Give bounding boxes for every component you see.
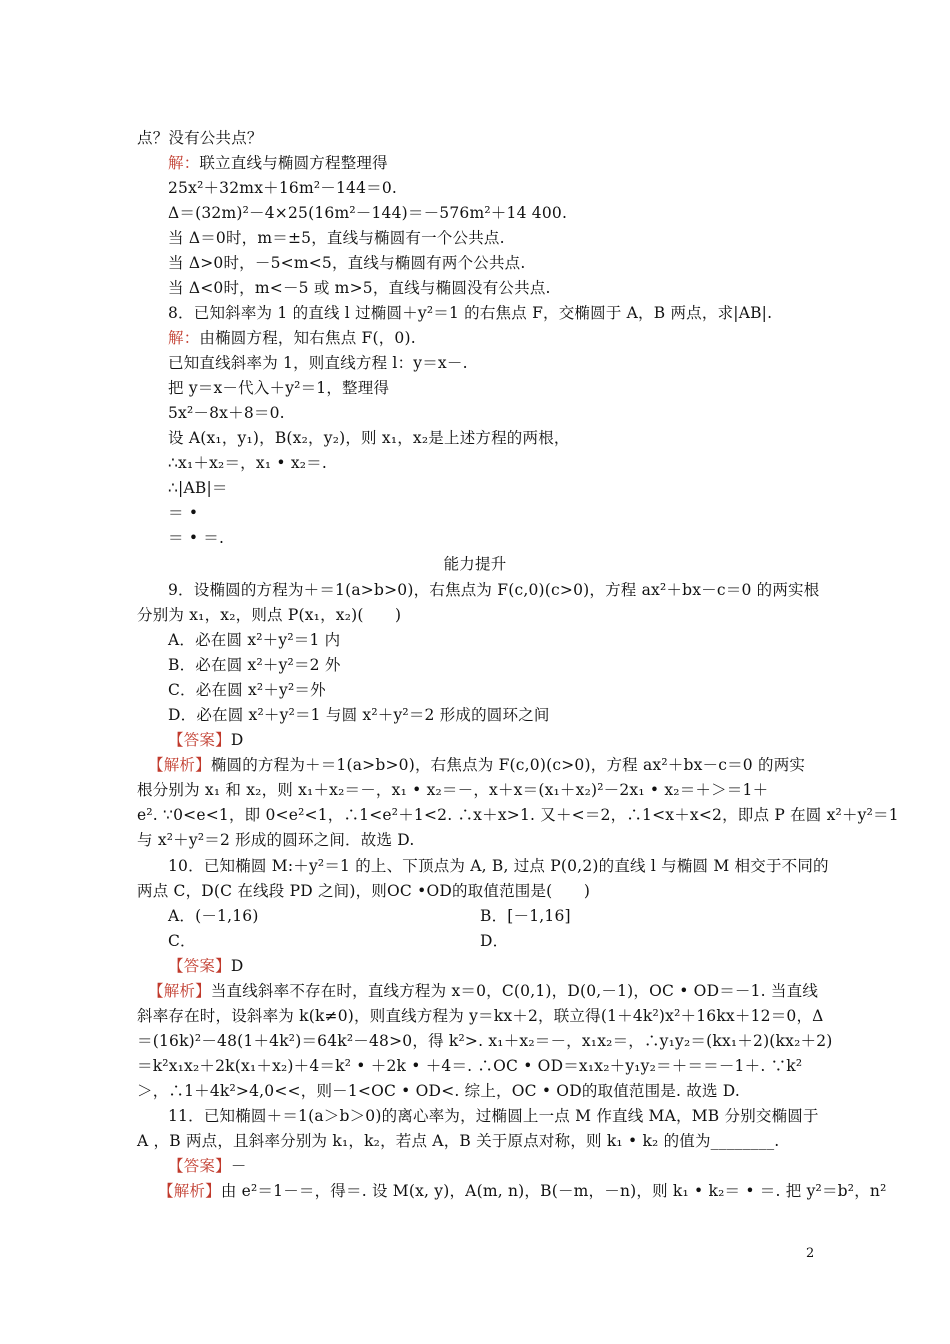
analysis-line: 【解析】当直线斜率不存在时，直线方程为 x＝0，C(0,1)，D(0,－1)，OC • OD＝－1. 当直线: [148, 982, 819, 1000]
text-line: ＝ • ＝.: [168, 529, 225, 547]
analysis-line: 【解析】椭圆的方程为＋＝1(a>b>0)，右焦点为 F(c,0)(c>0)，方程 ax²＋bx－c＝0 的两实: [148, 756, 806, 774]
text-line: 设 A(x₁，y₁)，B(x₂，y₂)，则 x₁，x₂是上述方程的两根，: [168, 429, 570, 447]
text-line: 根分别为 x₁ 和 x₂，则 x₁＋x₂＝－，x₁ • x₂＝－，x＋x＝(x₁＋x₂)²－2x₁ • x₂＝＋＞＝1＋: [137, 781, 769, 799]
option-d: D．: [480, 932, 509, 950]
text-line: 当 Δ>0时，－5<m<5，直线与椭圆有两个公共点.: [168, 254, 526, 272]
analysis-label: 【解析】: [148, 982, 211, 1000]
page-number: 2: [806, 1246, 815, 1261]
text-line: ＞，∴1＋4k²>4,0<<，则－1<OC • OD<. 综上，OC • OD的取值范围是. 故选 D.: [137, 1082, 741, 1100]
text-line: A ，B 两点，且斜率分别为 k₁，k₂，若点 A，B 关于原点对称，则 k₁ • k₂ 的值为________.: [137, 1132, 780, 1150]
text-line: 点？没有公共点？: [137, 129, 263, 147]
solution-label: 解：: [168, 329, 200, 347]
answer-label: 【答案】: [168, 1157, 231, 1175]
text-line: 已知直线斜率为 1，则直线方程 l：y＝x－.: [168, 354, 468, 372]
question-11: 11．已知椭圆＋＝1(a＞b＞0)的离心率为，过椭圆上一点 M 作直线 MA，MB 分别交椭圆于: [168, 1107, 819, 1125]
question-10: 10．已知椭圆 M:＋y²＝1 的上、下顶点为 A, B, 过点 P(0,2)的直线 l 与椭圆 M 相交于不同的: [168, 857, 829, 875]
text-line: 把 y＝x－代入＋y²＝1，整理得: [168, 379, 390, 397]
answer-label: 【答案】: [168, 731, 231, 749]
text-line: 解：由椭圆方程，知右焦点 F(，0).: [168, 329, 416, 347]
solution-label: 解：: [168, 154, 200, 172]
answer-line: 【答案】D: [168, 957, 244, 975]
option-c: C．: [168, 932, 196, 950]
text-line: 当 Δ<0时，m<－5 或 m>5，直线与椭圆没有公共点.: [168, 279, 551, 297]
analysis-label: 【解析】: [148, 756, 211, 774]
answer-line: 【答案】D: [168, 731, 244, 749]
answer-line: 【答案】－: [168, 1157, 247, 1175]
section-heading: 能力提升: [443, 555, 507, 573]
option-c: C．必在圆 x²＋y²＝外: [168, 681, 326, 699]
option-a: A．必在圆 x²＋y²＝1 内: [168, 631, 341, 649]
option-d: D．必在圆 x²＋y²＝1 与圆 x²＋y²＝2 形成的圆环之间: [168, 706, 550, 724]
text-line: ＝k²x₁x₂＋2k(x₁＋x₂)＋4＝k² • ＋2k • ＋4＝. ∴OC • OD＝x₁x₂＋y₁y₂＝＋＝＝－1＋. ∵k²: [137, 1057, 803, 1075]
question-9: 9．设椭圆的方程为＋＝1(a>b>0)，右焦点为 F(c,0)(c>0)，方程 ax²＋bx－c＝0 的两实根: [168, 581, 820, 599]
text-line: 5x²－8x＋8＝0.: [168, 404, 285, 422]
option-row: [168, 906, 868, 926]
analysis-line: 【解析】由 e²＝1－＝，得＝. 设 M(x, y)，A(m, n)，B(－m，－n)，则 k₁ • k₂＝ • ＝. 把 y²＝b²，n²: [158, 1182, 887, 1200]
question-8: 8．已知斜率为 1 的直线 l 过椭圆＋y²＝1 的右焦点 F，交椭圆于 A，B 两点，求|AB|.: [168, 304, 773, 322]
text-line: 与 x²＋y²＝2 形成的圆环之间．故选 D.: [137, 831, 415, 849]
text-line: 斜率存在时，设斜率为 k(k≠0)，则直线方程为 y＝kx＋2，联立得(1＋4k²)x²＋16kx＋12＝0，Δ: [137, 1007, 824, 1025]
text-line: ＝ •: [168, 504, 199, 522]
answer-label: 【答案】: [168, 957, 231, 975]
analysis-label: 【解析】: [158, 1182, 221, 1200]
option-a: A．(－1,16): [168, 907, 259, 925]
text-line: e². ∵0<e<1，即 0<e²<1，∴1<e²＋1<2. ∴x＋x>1. 又＋<＝2，∴1<x＋x<2，即点 P 在圆 x²＋y²＝1: [137, 806, 899, 824]
option-row: [168, 931, 868, 951]
option-b: B．[－1,16]: [480, 907, 571, 925]
option-b: B．必在圆 x²＋y²＝2 外: [168, 656, 341, 674]
text-line: ∴|AB|＝: [168, 479, 228, 497]
text-line: 解：联立直线与椭圆方程整理得: [168, 154, 388, 172]
text-line: ∴x₁＋x₂＝，x₁ • x₂＝.: [168, 454, 328, 472]
text-line: 25x²＋32mx＋16m²－144＝0.: [168, 179, 398, 197]
text-line: 两点 C，D(C 在线段 PD 之间)，则OC •OD的取值范围是( ): [137, 882, 591, 900]
text-line: ＝(16k)²－48(1＋4k²)＝64k²－48>0，得 k²>. x₁＋x₂＝－，x₁x₂＝，∴y₁y₂＝(kx₁＋2)(kx₂＋2): [137, 1032, 833, 1050]
text-line: Δ＝(32m)²－4×25(16m²－144)＝－576m²＋14 400.: [168, 204, 568, 222]
text-line: 分别为 x₁，x₂，则点 P(x₁，x₂)( ): [137, 606, 402, 624]
text-line: 当 Δ＝0时，m＝±5，直线与椭圆有一个公共点.: [168, 229, 505, 247]
